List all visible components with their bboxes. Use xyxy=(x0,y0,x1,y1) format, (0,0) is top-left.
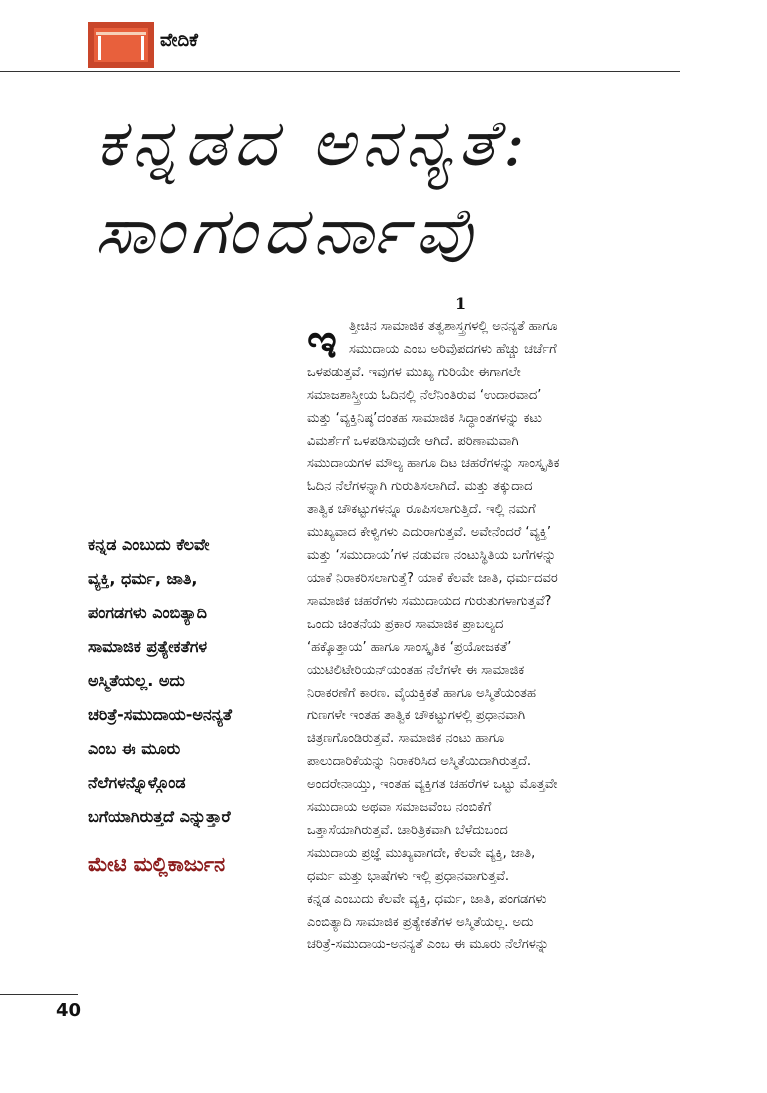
author-name: ಮೇಟಿ ಮಲ್ಲಿಕಾರ್ಜುನ xyxy=(88,852,226,876)
body-line: ಪಾಲುದಾರಿಕೆಯನ್ನು ನಿರಾಕರಿಸಿದ ಅಸ್ಮಿತೆಯಿದಾಗಿರುತ್ತದೆ. xyxy=(307,754,532,770)
body-line: ಒಂದು ಚಿಂತನೆಯ ಪ್ರಕಾರ ಸಾಮಾಜಿಕ ಪ್ರಾಬಲ್ಯದ xyxy=(307,616,504,632)
body-line: ತ್ತೀಚಿನ ಸಾಮಾಜಿಕ ತತ್ವಶಾಸ್ತ್ರಗಳಲ್ಲಿ ಅನನ್ಯತೆ ಹಾಗೂ xyxy=(349,319,558,334)
section-label: ವೇದಿಕೆ xyxy=(160,30,198,51)
body-line: ‘ಹಕ್ಕೊತ್ತಾಯ’ ಹಾಗೂ ಸಾಂಸ್ಕೃತಿಕ ‘ಪ್ರಯೋಜಕತೆ’ xyxy=(307,639,512,655)
body-line: ಮತ್ತು ‘ವ್ಯಕ್ತಿನಿಷ್ಠ’ದಂತಹ ಸಾಮಾಜಿಕ ಸಿದ್ಧಾಂತಗಳನ್ನು ಕಟು xyxy=(307,410,543,426)
body-line: ಚರಿತ್ರೆ-ಸಮುದಾಯ-ಅನನ್ಯತೆ ಎಂಬ ಈ ಮೂರು ನೆಲೆಗಳನ್ನು xyxy=(307,937,549,953)
body-line: ಸಮುದಾಯ ಅಥವಾ ಸಮಾಜವೆಂಬ ನಂಬಿಕೆಗೆ xyxy=(307,800,492,816)
magazine-logo xyxy=(88,22,154,68)
section-number: 1 xyxy=(455,294,467,313)
body-line: ಯುಟಿಲಿಟೇರಿಯನ್‌ಯಂತಹ ನೆಲೆಗಳೇ ಈ ಸಾಮಾಜಿಕ xyxy=(307,662,525,678)
pull-quote-line: ವ್ಯಕ್ತಿ, ಧರ್ಮ, ಜಾತಿ, xyxy=(88,569,198,588)
body-line: ಒತ್ತಾಸೆಯಾಗಿರುತ್ತವೆ. ಚಾರಿತ್ರಿಕವಾಗಿ ಬೆಳೆದುಬಂದ xyxy=(307,822,508,838)
body-line: ಚಿತ್ರಣಗೊಂಡಿರುತ್ತವೆ. ಸಾಮಾಜಿಕ ನಂಟು ಹಾಗೂ xyxy=(307,731,505,747)
logo-stripe xyxy=(96,32,146,35)
pull-quote-line: ಪಂಗಡಗಳು ಎಂಬಿತ್ಯಾದಿ xyxy=(88,603,207,622)
body-line: ಸಮುದಾಯ ಎಂಬ ಅರಿವೆುಪದಗಳು ಹೆಚ್ಚು ಚರ್ಚೆಗೆ xyxy=(349,341,557,357)
pull-quote-line: ಬಗೆಯಾಗಿರುತ್ತದೆ ಎನ್ನುತ್ತಾರೆ xyxy=(88,807,231,826)
logo-pole-right xyxy=(141,36,144,60)
body-line: ಅಂದರೇನಾಯ್ತು, ಇಂತಹ ವ್ಯಕ್ತಿಗತ ಚಹರೆಗಳ ಒಟ್ಟು ಮೊತ್ತವೇ xyxy=(307,777,558,793)
body-line: ಎಂಬಿತ್ಯಾದಿ ಸಾಮಾಜಿಕ ಪ್ರತ್ಯೇಕತೆಗಳ ಅಸ್ಮಿತೆಯಲ್ಲ. ಅದು xyxy=(307,914,534,930)
pull-quote xyxy=(88,528,298,834)
body-line: ಸಮುದಾಯ ಪ್ರಜ್ಞೆ ಮುಖ್ಯವಾಗದೇ, ಕೆಲವೇ ವ್ಯಕ್ತಿ, ಜಾತಿ, xyxy=(307,845,536,861)
body-line: ತಾತ್ವಿಕ ಚೌಕಟ್ಟುಗಳನ್ನೂ ರೂಪಿಸಲಾಗುತ್ತಿದೆ. ಇಲ್ಲಿ ನಮಗೆ xyxy=(307,502,536,518)
title-line-1: ಕನ್ನಡದ ಅನನ್ಯತೆ: xyxy=(95,107,532,181)
body-line: ಧರ್ಮ ಮತ್ತು ಭಾಷೆಗಳು ಇಲ್ಲಿ ಪ್ರಧಾನವಾಗುತ್ತವೆ. xyxy=(307,868,510,884)
drop-cap: ಇ xyxy=(307,314,337,368)
logo-pole-left xyxy=(98,36,101,60)
body-line: ಕನ್ನಡ ಎಂಬುದು ಕೆಲವೇ ವ್ಯಕ್ತಿ, ಧರ್ಮ, ಜಾತಿ, ಪಂಗಡಗಳು xyxy=(307,891,547,907)
header-rule xyxy=(0,71,680,72)
body-line: ಸಾಮಾಜಿಕ ಚಹರೆಗಳು ಸಮುದಾಯದ ಗುರುತುಗಳಾಗುತ್ತವೆ? xyxy=(307,593,552,609)
pull-quote-line: ಸಾಮಾಜಿಕ ಪ್ರತ್ಯೇಕತೆಗಳ xyxy=(88,637,208,656)
body-line: ಗುಣಗಳೇ ಇಂತಹ ತಾತ್ವಿಕ ಚೌಕಟ್ಟುಗಳಲ್ಲಿ ಪ್ರಧಾನವಾಗಿ xyxy=(307,708,526,724)
footer-rule xyxy=(0,994,78,995)
body-line: ಓದಿನ ನೆಲೆಗಳನ್ನಾಗಿ ಗುರುತಿಸಲಾಗಿದೆ. ಮತ್ತು ತಕ್ಕುದಾದ xyxy=(307,479,533,495)
pull-quote-line: ಕನ್ನಡ ಎಂಬುದು ಕೆಲವೇ xyxy=(88,535,210,554)
title-line-2: ಸಾಂಗಂದರ್ನಾವೆು xyxy=(95,195,479,269)
pull-quote-line: ಅಸ್ಮಿತೆಯಲ್ಲ. ಅದು xyxy=(88,671,185,690)
body-line: ನಿರಾಕರಣೆಗೆ ಕಾರಣ. ವೈಯಕ್ತಿಕತೆ ಹಾಗೂ ಅಸ್ಮಿತೆಯಂತಹ xyxy=(307,685,536,701)
body-line: ಒಳಪಡುತ್ತವೆ. ಇವುಗಳ ಮುಖ್ಯ ಗುರಿಯೇ ಈಗಾಗಲೇ xyxy=(307,364,521,380)
pull-quote-line: ನೆಲೆಗಳನ್ನೊಳ್ಗೊಂಡ xyxy=(88,773,186,792)
body-line: ಮತ್ತು ‘ಸಮುದಾಯ’ಗಳ ನಡುವಣ ನಂಟುಸ್ಥಿತಿಯ ಬಗೆಗಳನ್ನು xyxy=(307,548,557,564)
body-line: ಮುಖ್ಯವಾದ ಕೇಳ್ವಿಗಳು ಎದುರಾಗುತ್ತವೆ. ಅವೇನೆಂದರೆ ‘ವ್ಯಕ್ತಿ’ xyxy=(307,525,551,541)
article-body xyxy=(307,316,683,957)
body-line: ಸಮುದಾಯಗಳ ಮೌಲ್ಯ ಹಾಗೂ ದಿಟ ಚಹರೆಗಳನ್ನು ಸಾಂಸ್ಕೃತಿಕ xyxy=(307,456,560,472)
body-line: ಸಮಾಜಶಾಸ್ತ್ರೀಯ ಓದಿನಲ್ಲಿ ನೆಲೆನಿಂತಿರುವ ‘ಉದಾರವಾದ’ xyxy=(307,387,542,403)
body-line: ವಿಮರ್ಶೆಗೆ ಒಳಪಡಿಸುವುದೇ ಆಗಿದೆ. ಪರಿಣಾಮವಾಗಿ xyxy=(307,433,519,449)
pull-quote-line: ಚರಿತ್ರೆ-ಸಮುದಾಯ-ಅನನ್ಯತೆ xyxy=(88,705,233,724)
page-number: 40 xyxy=(56,1000,82,1021)
pull-quote-line: ಎಂಬ ಈ ಮೂರು xyxy=(88,739,181,758)
article-title xyxy=(95,100,725,276)
body-line: ಯಾಕೆ ನಿರಾಕರಿಸಲಾಗುತ್ತೆ? ಯಾಕೆ ಕೆಲವೇ ಜಾತಿ, ಧರ್ಮದವರ xyxy=(307,570,558,586)
